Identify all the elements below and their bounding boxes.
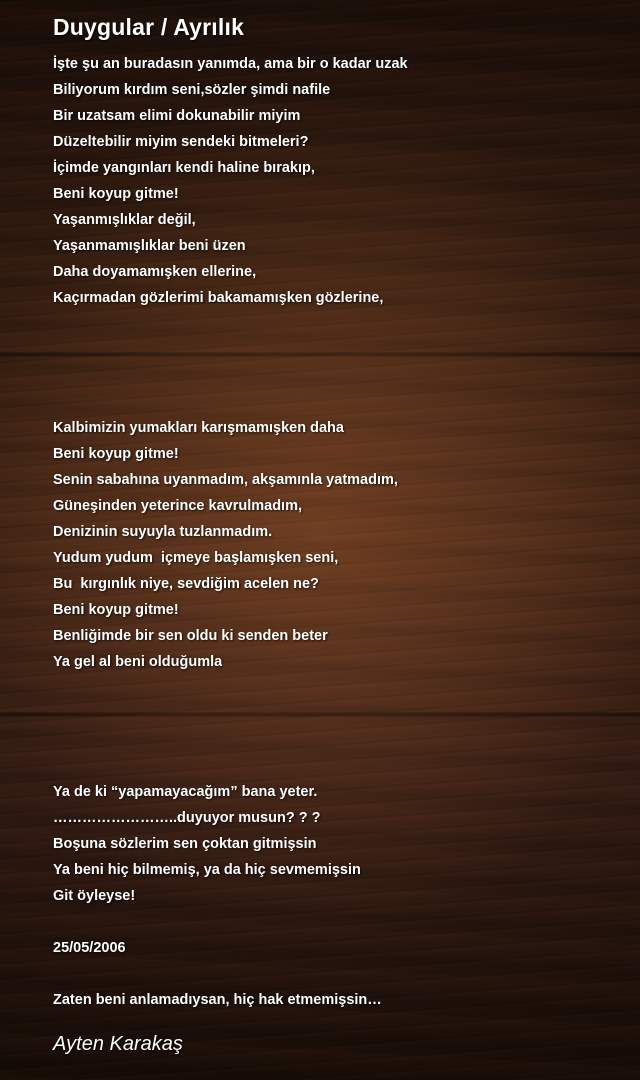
poem-line: Beni koyup gitme! <box>53 446 179 462</box>
poem-line: Beni koyup gitme! <box>53 186 179 202</box>
stanza-spacer <box>53 909 633 935</box>
poem-line: Biliyorum kırdım seni,sözler şimdi nafile <box>53 82 331 98</box>
poem-line: Yaşanmışlıklar değil, <box>53 212 196 228</box>
poem-line: Benliğimde bir sen oldu ki senden beter <box>53 628 328 644</box>
poem-line: Bir uzatsam elimi dokunabilir miyim <box>53 108 301 124</box>
stanza-3 <box>53 779 633 909</box>
poem-line: Senin sabahına uyanmadım, akşamınla yatmadım, <box>53 472 398 488</box>
poem-title: Duygular / Ayrılık <box>53 14 245 40</box>
stanza-spacer <box>53 961 633 987</box>
poem-container <box>53 12 633 1058</box>
poem-closing-line: Zaten beni anlamadıysan, hiç hak etmemişsin… <box>53 992 382 1008</box>
poem-line: Ya gel al beni olduğumla <box>53 654 223 670</box>
stanza-spacer <box>53 311 633 415</box>
poem-line: Git öyleyse! <box>53 888 136 904</box>
stanza-2 <box>53 415 633 675</box>
poem-line: ……………………..duyuyor musun? ? ? <box>53 810 321 826</box>
poem-line: İşte şu an buradasın yanımda, ama bir o kadar uzak <box>53 56 408 72</box>
poem-line: Boşuna sözlerim sen çoktan gitmişsin <box>53 836 317 852</box>
poem-line: Yaşanmamışlıklar beni üzen <box>53 238 246 254</box>
poem-line: Denizinin suyuyla tuzlanmadım. <box>53 524 273 540</box>
poem-author: Ayten Karakaş <box>53 1033 183 1055</box>
poem-line: Daha doyamamışken ellerine, <box>53 264 257 280</box>
poem-line: Kalbimizin yumakları karışmamışken daha <box>53 420 344 436</box>
poem-line: İçimde yangınları kendi haline bırakıp, <box>53 160 315 176</box>
poem-line: Yudum yudum içmeye başlamışken seni, <box>53 550 339 566</box>
poem-date: 25/05/2006 <box>53 940 126 956</box>
poem-line: Kaçırmadan gözlerimi bakamamışken gözlerine, <box>53 290 384 306</box>
stanza-spacer <box>53 675 633 779</box>
poem-line: Düzeltebilir miyim sendeki bitmeleri? <box>53 134 309 150</box>
poem-line: Beni koyup gitme! <box>53 602 179 618</box>
poem-line: Bu kırgınlık niye, sevdiğim acelen ne? <box>53 576 319 592</box>
stanza-1 <box>53 51 633 311</box>
poem-line: Ya beni hiç bilmemiş, ya da hiç sevmemişsin <box>53 862 361 878</box>
poem-line: Güneşinden yeterince kavrulmadım, <box>53 498 303 514</box>
poem-line: Ya de ki “yapamayacağım” bana yeter. <box>53 784 318 800</box>
